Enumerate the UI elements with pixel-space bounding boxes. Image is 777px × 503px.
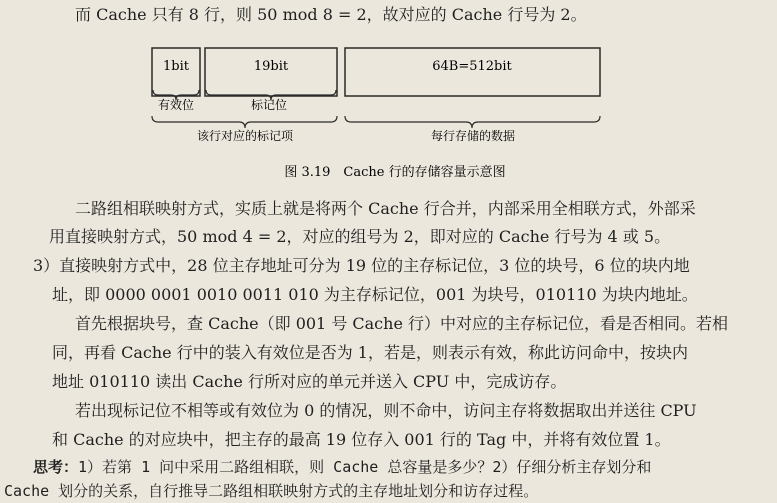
thinking-label: 思考： [33,458,79,476]
paragraph-line: 3）直接映射方式中，28 位主存地址可分为 19 位的主存标记位，3 位的块号，6 位的块内地 [33,256,690,275]
thinking-line-1 [33,456,651,478]
figure-caption: 图 3.19 Cache 行的存储容量示意图 [284,165,506,180]
paragraph-line: 若出现标记位不相等或有效位为 0 的情况，则不命中，访问主存将数据取出并送往 CPU [75,401,697,420]
row-data-brace [345,116,600,128]
thinking-text-1: 1）若第 1 问中采用二路组相联，则 Cache 总容量是多少？2）仔细分析主存划分和 [78,458,652,476]
thinking-line-2: Cache 划分的关系，自行推导二路组相联映射方式的主存地址划分和访存过程。 [4,482,539,500]
paragraph-line: 地址 010110 读出 Cache 行所对应的单元并送入 CPU 中，完成访存。 [52,372,567,391]
tag-bits-label: 标记位 [250,98,288,112]
paragraph-line: 同，再看 Cache 行中的装入有效位是否为 1，若是，则表示有效，称此访问命中，按块内 [52,343,688,362]
paragraph-line: 首先根据块号，查 Cache（即 001 号 Cache 行）中对应的主存标记位，看是否相同。若相 [75,314,729,333]
paragraph-line: 址，即 0000 0001 0010 0011 010 为主存标记位，001 为块号，010110 为块内地址。 [52,285,698,304]
intro-line: 而 Cache 只有 8 行，则 50 mod 8 = 2，故对应的 Cache 行号为 2。 [75,5,587,24]
tag-bits-cell-label: 19bit [253,59,289,74]
row-data-label: 每行存储的数据 [430,129,516,143]
valid-bit-cell-label: 1bit [163,59,189,74]
paragraph-line: 和 Cache 的对应块中，把主存的最高 19 位存入 001 行的 Tag 中，并将有效位置 1。 [52,430,671,449]
tag-entry-brace [152,116,337,128]
cache-row-diagram [0,34,777,184]
paragraph-line: 二路组相联映射方式，实质上就是将两个 Cache 行合并，内部采用全相联方式，外部采 [75,199,696,218]
valid-bit-label: 有效位 [157,98,195,112]
tag-entry-label: 该行对应的标记项 [196,129,294,143]
data-cell-label: 64B=512bit [432,59,512,74]
paragraph-line: 用直接映射方式，50 mod 4 = 2，对应的组号为 2，即对应的 Cache 行号为 4 或 5。 [49,227,671,246]
